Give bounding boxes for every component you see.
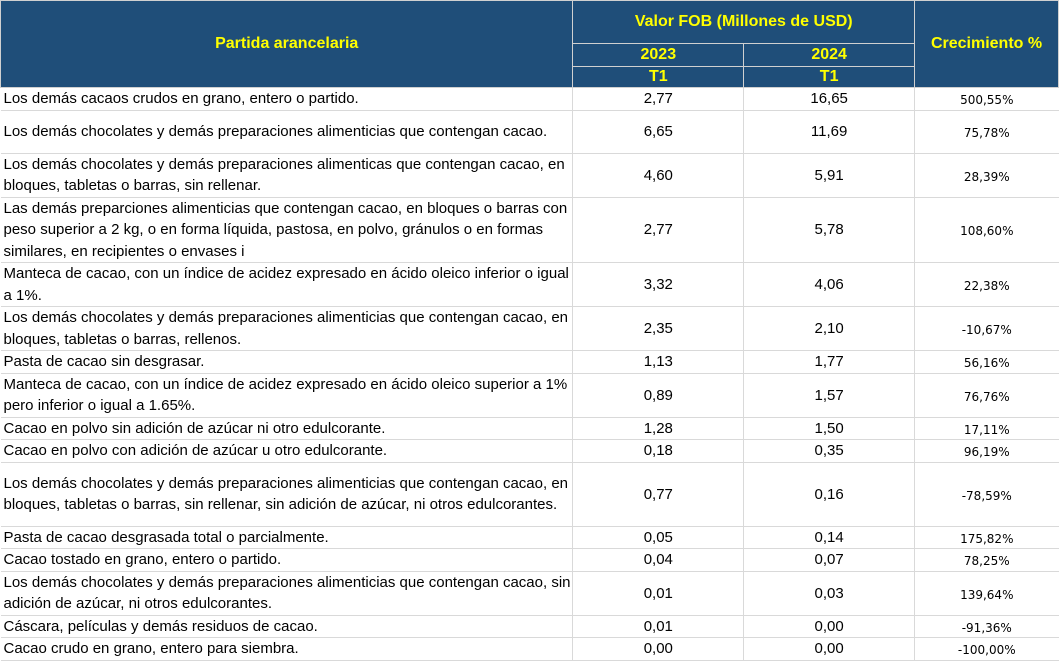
header-period-2023: T1 <box>573 67 744 88</box>
value-2024-cell: 2,10 <box>744 307 915 351</box>
growth-cell: 76,76% <box>915 373 1059 417</box>
value-2024-cell: 0,16 <box>744 462 915 526</box>
growth-cell: 78,25% <box>915 549 1059 572</box>
partida-cell: Cáscara, películas y demás residuos de cacao. <box>1 615 573 638</box>
growth-cell: 108,60% <box>915 197 1059 263</box>
value-2023-cell: 0,01 <box>573 571 744 615</box>
header-year-2023: 2023 <box>573 44 744 67</box>
partida-cell: Manteca de cacao, con un índice de acidez expresado en ácido oleico superior a 1% pero inferior o igual a 1.65%. <box>1 373 573 417</box>
value-2023-cell: 1,28 <box>573 417 744 440</box>
growth-cell: -91,36% <box>915 615 1059 638</box>
table-row <box>1 307 1059 351</box>
header-crecimiento: Crecimiento % <box>915 1 1059 88</box>
value-2023-cell: 0,01 <box>573 615 744 638</box>
value-2023-cell: 0,05 <box>573 526 744 549</box>
value-2024-cell: 1,50 <box>744 417 915 440</box>
value-2024-cell: 0,35 <box>744 440 915 463</box>
table-row <box>1 440 1059 463</box>
header-year-2024: 2024 <box>744 44 915 67</box>
partida-cell: Las demás preparciones alimenticias que contengan cacao, en bloques o barras con peso superior a 2 kg, o en forma líquida, pastosa, en polvo, gránulos o en formas similares, en recipientes o envases i <box>1 197 573 263</box>
growth-cell: 75,78% <box>915 110 1059 153</box>
value-2023-cell: 2,77 <box>573 197 744 263</box>
table-row <box>1 88 1059 111</box>
table-row <box>1 462 1059 526</box>
table-row <box>1 263 1059 307</box>
table-row <box>1 351 1059 374</box>
growth-cell: 22,38% <box>915 263 1059 307</box>
value-2024-cell: 0,14 <box>744 526 915 549</box>
partida-cell: Cacao crudo en grano, entero para siembra. <box>1 638 573 661</box>
value-2024-cell: 1,77 <box>744 351 915 374</box>
partida-cell: Los demás chocolates y demás preparaciones alimenticias que contengan cacao. <box>1 110 573 153</box>
value-2023-cell: 0,00 <box>573 638 744 661</box>
growth-cell: -100,00% <box>915 638 1059 661</box>
growth-cell: 17,11% <box>915 417 1059 440</box>
growth-cell: 96,19% <box>915 440 1059 463</box>
value-2023-cell: 0,89 <box>573 373 744 417</box>
table-row <box>1 549 1059 572</box>
value-2023-cell: 0,18 <box>573 440 744 463</box>
value-2023-cell: 6,65 <box>573 110 744 153</box>
growth-cell: -10,67% <box>915 307 1059 351</box>
partida-cell: Los demás chocolates y demás preparaciones alimenticias que contengan cacao, en bloques, tabletas o barras, rellenos. <box>1 307 573 351</box>
table-row <box>1 526 1059 549</box>
value-2024-cell: 16,65 <box>744 88 915 111</box>
value-2023-cell: 3,32 <box>573 263 744 307</box>
partida-cell: Los demás chocolates y demás preparaciones alimenticias que contengan cacao, en bloques, tabletas o barras, sin rellenar, sin adición de azúcar, ni otros edulcorantes. <box>1 462 573 526</box>
partida-cell: Los demás cacaos crudos en grano, entero o partido. <box>1 88 573 111</box>
value-2024-cell: 1,57 <box>744 373 915 417</box>
value-2024-cell: 0,00 <box>744 615 915 638</box>
table-row <box>1 110 1059 153</box>
value-2024-cell: 4,06 <box>744 263 915 307</box>
value-2023-cell: 1,13 <box>573 351 744 374</box>
table-row <box>1 153 1059 197</box>
header-period-2024: T1 <box>744 67 915 88</box>
table-row <box>1 417 1059 440</box>
value-2023-cell: 0,04 <box>573 549 744 572</box>
value-2024-cell: 5,91 <box>744 153 915 197</box>
growth-cell: -78,59% <box>915 462 1059 526</box>
value-2023-cell: 0,77 <box>573 462 744 526</box>
partida-cell: Cacao en polvo sin adición de azúcar ni otro edulcorante. <box>1 417 573 440</box>
partida-cell: Manteca de cacao, con un índice de acidez expresado en ácido oleico inferior o igual a 1%. <box>1 263 573 307</box>
growth-cell: 28,39% <box>915 153 1059 197</box>
growth-cell: 175,82% <box>915 526 1059 549</box>
value-2023-cell: 2,35 <box>573 307 744 351</box>
value-2023-cell: 2,77 <box>573 88 744 111</box>
table-row <box>1 197 1059 263</box>
header-valor-fob: Valor FOB (Millones de USD) <box>573 1 915 44</box>
table-row <box>1 571 1059 615</box>
value-2024-cell: 5,78 <box>744 197 915 263</box>
growth-cell: 139,64% <box>915 571 1059 615</box>
value-2023-cell: 4,60 <box>573 153 744 197</box>
value-2024-cell: 11,69 <box>744 110 915 153</box>
partida-cell: Cacao tostado en grano, entero o partido. <box>1 549 573 572</box>
header-partida: Partida arancelaria <box>1 1 573 88</box>
value-2024-cell: 0,03 <box>744 571 915 615</box>
partida-cell: Pasta de cacao sin desgrasar. <box>1 351 573 374</box>
value-2024-cell: 0,00 <box>744 638 915 661</box>
table-row <box>1 638 1059 661</box>
partida-cell: Los demás chocolates y demás preparaciones alimenticias que contengan cacao, sin adición de azúcar, ni otros edulcorantes. <box>1 571 573 615</box>
table-row <box>1 373 1059 417</box>
partida-cell: Cacao en polvo con adición de azúcar u otro edulcorante. <box>1 440 573 463</box>
partida-cell: Pasta de cacao desgrasada total o parcialmente. <box>1 526 573 549</box>
partida-cell: Los demás chocolates y demás preparaciones alimenticas que contengan cacao, en bloques, tabletas o barras, sin rellenar. <box>1 153 573 197</box>
growth-cell: 56,16% <box>915 351 1059 374</box>
value-2024-cell: 0,07 <box>744 549 915 572</box>
growth-cell: 500,55% <box>915 88 1059 111</box>
table-row <box>1 615 1059 638</box>
